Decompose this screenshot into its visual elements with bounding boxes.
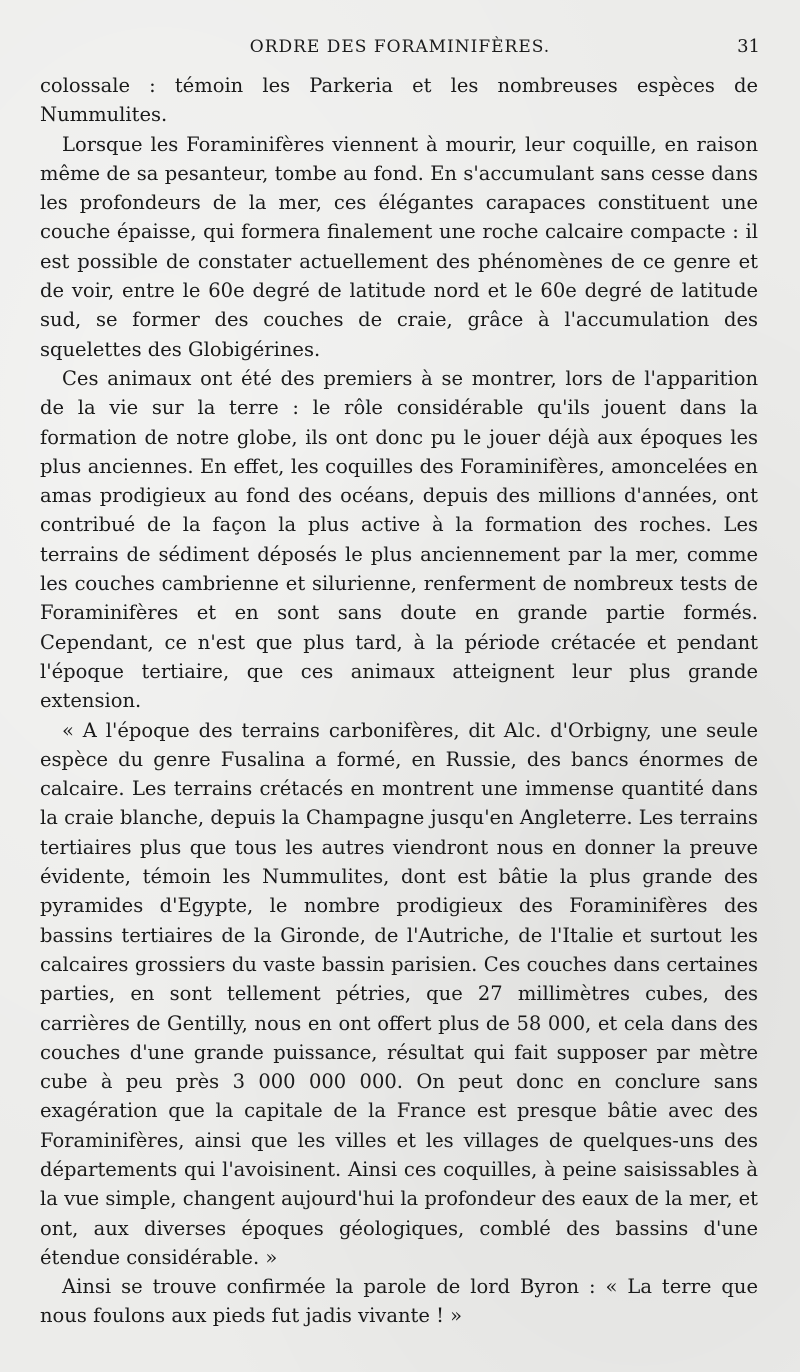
paragraph-orbigny-quote: « A l'époque des terrains carbonifères, dit Alc. d'Orbigny, une seule espèce du genre Fusalina a formé, en Russie, des bancs énormes de calcaire. Les terrains crétacés en montrent une immense quantité dans la craie blanche, depuis la Champagne jusqu'en Angleterre. Les terrains tertiaires plus que tous les autres viendront nous en donner la preuve évidente, témoin les Nummulites, dont est bâtie la plus grande des pyramides d'Egypte, le nombre prodigieux des Foraminifères des bassins tertiaires de la Gironde, de l'Autriche, de l'Italie et surtout les calcaires grossiers du vaste bassin parisien. Ces couches dans certaines parties, en sont tellement pétries, que 27 millimètres cubes, des carrières de Gentilly, nous en ont offert plus de 58 000, et cela dans des couches d'une grande puissance, résultat qui fait supposer par mètre cube à peu près 3 000 000 000. On peut donc en conclure sans exagération que la capitale de la France est presque bâtie avec des Foraminifères, ainsi que les villes et les villages de quelques-uns des départements qui l'avoisinent. Ainsi ces coquilles, à peine saisissables à la vue simple, changent aujourd'hui la profondeur des eaux de la mer, et ont, aux diverses époques géologiques, comblé des bassins d'une étendue considérable. »: [40, 718, 758, 1269]
paragraph-continuation: colossale : témoin les Parkeria et les nombreuses espèces de Nummulites.: [40, 74, 758, 127]
paragraph-byron-quote: Ainsi se trouve confirmée la parole de lord Byron : « La terre que nous foulons aux pieds fut jadis vivante ! »: [40, 1275, 758, 1328]
page-number: 31: [737, 36, 760, 57]
body-text: [40, 71, 758, 1331]
running-head: [40, 34, 760, 60]
running-title: ORDRE DES FORAMINIFÈRES.: [249, 37, 551, 57]
paragraph-geologic-history: Ces animaux ont été des premiers à se montrer, lors de l'apparition de la vie sur la terre : le rôle considérable qu'ils jouent dans la formation de notre globe, ils ont donc pu le jouer déjà aux époques les plus anciennes. En effet, les coquilles des Foraminifères, amoncelées en amas prodigieux au fond des océans, depuis des millions d'années, ont contribué de la façon la plus active à la formation des roches. Les terrains de sédiment déposés le plus anciennement par la mer, comme les couches cambrienne et silurienne, renferment de nombreux tests de Foraminifères et en sont sans doute en grande partie formés. Cependant, ce n'est que plus tard, à la période crétacée et pendant l'époque tertiaire, que ces animaux atteignent leur plus grande extension.: [40, 366, 758, 713]
paragraph-sedimentation: Lorsque les Foraminifères viennent à mourir, leur coquille, en raison même de sa pesanteur, tombe au fond. En s'accumulant sans cesse dans les profondeurs de la mer, ces élégantes carapaces constituent une couche épaisse, qui formera finalement une roche calcaire compacte : il est possible de constater actuellement des phénomènes de ce genre et de voir, entre le 60e degré de latitude nord et le 60e degré de latitude sud, se former des couches de craie, grâce à l'accumulation des squelettes des Globigérines.: [40, 132, 758, 361]
